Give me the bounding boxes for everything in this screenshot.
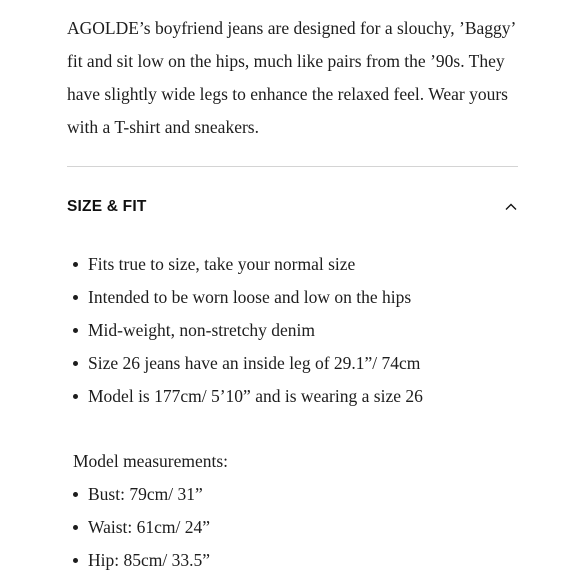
product-description: AGOLDE’s boyfriend jeans are designed for a slouchy, ’Baggy’ fit and sit low on the hips, much like pairs from the ’90s. They have slightly wide legs to enhance the relaxed feel. Wear yours with a T-shirt and sneakers. — [67, 18, 516, 137]
model-measurements-list — [73, 478, 210, 577]
list-item: Bust: 79cm/ 31” — [73, 478, 210, 511]
list-item: Fits true to size, take your normal size — [73, 248, 423, 281]
list-item: Waist: 61cm/ 24” — [73, 511, 210, 544]
list-item: Intended to be worn loose and low on the hips — [73, 281, 423, 314]
model-measurements-title: Model measurements: — [73, 451, 229, 471]
size-fit-list — [73, 248, 423, 413]
size-fit-title: SIZE & FIT — [67, 198, 147, 215]
list-item: Mid-weight, non-stretchy denim — [73, 314, 423, 347]
size-fit-accordion-header[interactable] — [67, 190, 520, 224]
section-divider — [67, 166, 518, 167]
list-item: Size 26 jeans have an inside leg of 29.1”/ 74cm — [73, 347, 423, 380]
chevron-up-icon[interactable] — [504, 200, 518, 214]
list-item: Model is 177cm/ 5’10” and is wearing a size 26 — [73, 380, 423, 413]
list-item: Hip: 85cm/ 33.5” — [73, 544, 210, 577]
